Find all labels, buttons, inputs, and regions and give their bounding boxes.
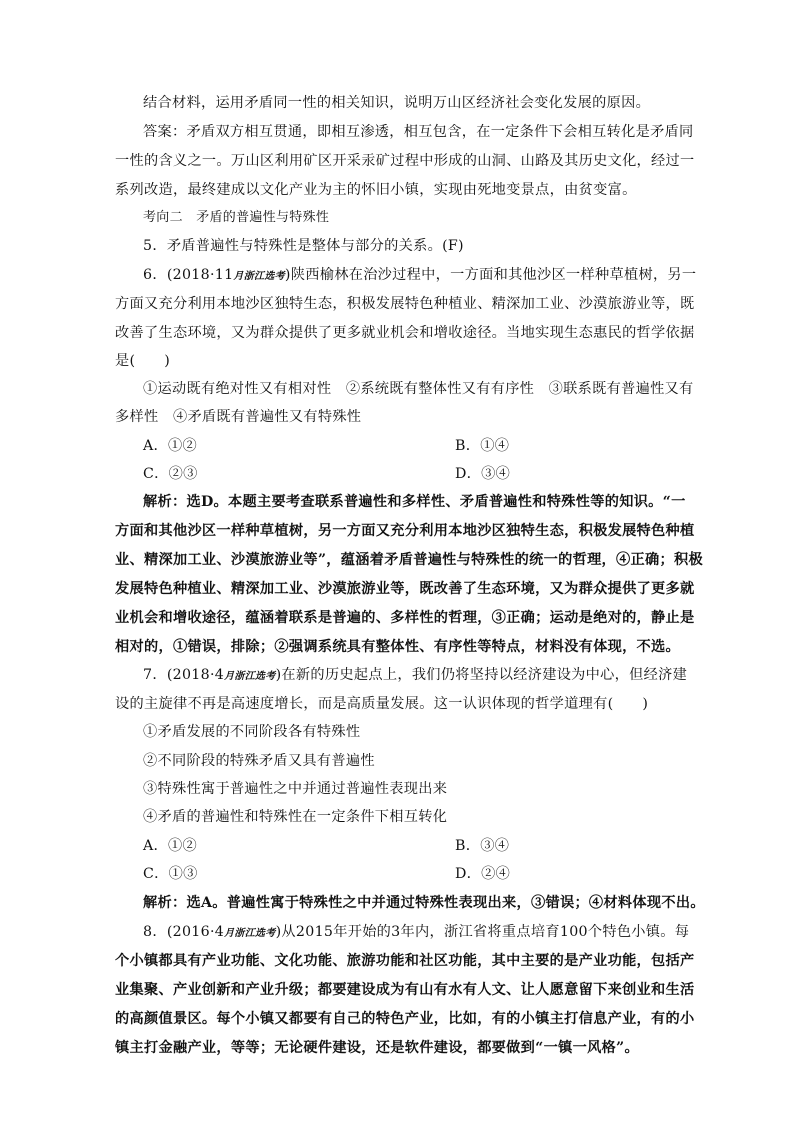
question-7-statement-3: ③特殊性寓于普遍性之中并通过普遍性表现出来 [143, 781, 448, 797]
question-7-statement-2: ②不同阶段的特殊矛盾又具有普遍性 [143, 753, 375, 769]
answer-line-1: 答案：矛盾双方相互贯通，即相互渗透，相互包含，在一定条件下会相互转化是矛盾同 [143, 124, 694, 140]
answer-line-2: 一性的含义之一。万山区利用矿区开采汞矿过程中形成的山洞、山路及其历史文化，经过一 [115, 153, 695, 169]
question-7-analysis: 解析：选A。普遍性寓于特殊性之中并通过特殊性表现出来，③错误；④材料体现不出。 [143, 895, 705, 911]
section-heading: 考向二 矛盾的普遍性与特殊性 [143, 210, 330, 225]
question-8-stem-line-1 [143, 922, 690, 944]
question-6-statements-line-2: 多样性 ④矛盾既有普遍性又有特殊性 [115, 409, 362, 425]
question-6-analysis-line-6: 相对的，①错误，排除；②强调系统具有整体性、有序性等特点，材料没有体现，不选。 [115, 639, 681, 655]
question-6-option-c: C．②③ [143, 466, 198, 482]
question-7-statement-4: ④矛盾的普遍性和特殊性在一定条件下相互转化 [143, 809, 448, 825]
question-6-option-a: A．①② [143, 438, 198, 454]
answer-line-3: 系列改造，最终建成以文化产业为主的怀旧小镇，实现由死地变景点，由贫变富。 [115, 182, 637, 198]
judgement-item-5: 5．矛盾普遍性与特殊性是整体与部分的关系。(F) [143, 238, 464, 254]
question-6-stem-line-4: 是( ) [115, 353, 171, 369]
question-8-number: 8．(2016·4 [143, 924, 225, 940]
question-6-option-d: D．③④ [455, 466, 511, 482]
question-8-stem-line-3: 业集聚、产业创新和产业升级；都要建设成为有山有水有人文、让人愿意留下来创业和生活 [115, 982, 695, 998]
question-6-stem-line-1 [143, 265, 697, 287]
question-6-analysis-line-5: 业机会和增收途径，蕴涵着联系是普遍的、多样性的哲理，③正确；运动是绝对的，静止是 [115, 610, 695, 626]
question-6-option-b: B．①④ [455, 438, 510, 454]
material-question-line: 结合材料，运用矛盾同一性的相关知识，说明万山区经济社会变化发展的原因。 [143, 95, 651, 111]
question-8-source: 月浙江选考 [224, 928, 276, 939]
question-8-stem-text: )从2015年开始的3年内，浙江省将重点培育100个特色小镇。每 [275, 924, 690, 940]
question-6-stem-text: )陕西榆林在治沙过程中，一方面和其他沙区一样种草植树，另一 [284, 267, 697, 283]
question-8-stem-line-5: 镇主打金融产业，等等；无论硬件建设，还是软件建设，都要做到“一镇一风格”。 [115, 1040, 639, 1056]
question-7-source: 月浙江选考 [224, 671, 276, 682]
question-7-number: 7．(2018·4 [143, 667, 225, 683]
question-7-statement-1: ①矛盾发展的不同阶段各有特殊性 [143, 724, 361, 740]
question-6-number: 6．(2018·11 [143, 267, 234, 283]
question-6-stem-line-3: 改善了生态环境，又为群众提供了更多就业机会和增收途径。当地实现生态惠民的哲学依据 [115, 325, 695, 341]
question-7-stem-text: )在新的历史起点上，我们仍将坚持以经济建设为中心，但经济建 [275, 667, 688, 683]
question-7-option-b: B．③④ [455, 838, 510, 854]
question-8-stem-line-2: 个小镇都具有产业功能、文化功能、旅游功能和社区功能，其中主要的是产业功能，包括产 [115, 953, 695, 969]
question-8-stem-line-4: 的高颜值景区。每个小镇又都要有自己的特色产业，比如，有的小镇主打信息产业，有的小 [115, 1011, 695, 1027]
question-7-option-d: D．②④ [455, 866, 511, 882]
question-7-stem-line-2: 设的主旋律不再是高速度增长，而是高质量发展。这一认识体现的哲学道理有( ) [115, 696, 649, 712]
question-6-analysis-line-1: 解析：选D。本题主要考查联系普遍性和多样性、矛盾普遍性和特殊性等的知识。“一 [143, 494, 686, 510]
question-7-stem-line-1 [143, 665, 688, 687]
question-6-stem-line-2: 方面又充分利用本地沙区独特生态，积极发展特色种植业、精深加工业、沙漠旅游业等，既 [115, 296, 695, 312]
question-6-analysis-line-3: 业、精深加工业、沙漠旅游业等”，蕴涵着矛盾普遍性与特殊性的统一的哲理，④正确；积极 [115, 552, 703, 568]
question-6-statements-line-1: ①运动既有绝对性又有相对性 ②系统既有整体性又有有序性 ③联系既有普遍性又有 [143, 381, 694, 397]
question-6-source: 月浙江选考 [233, 271, 285, 282]
question-6-analysis-line-2: 方面和其他沙区一样种草植树，另一方面又充分利用本地沙区独特生态，积极发展特色种植 [115, 523, 695, 539]
question-7-option-a: A．①② [143, 838, 198, 854]
question-7-option-c: C．①③ [143, 866, 198, 882]
question-6-analysis-line-4: 发展特色种植业、精深加工业、沙漠旅游业等，既改善了生态环境，又为群众提供了更多就 [115, 581, 695, 597]
